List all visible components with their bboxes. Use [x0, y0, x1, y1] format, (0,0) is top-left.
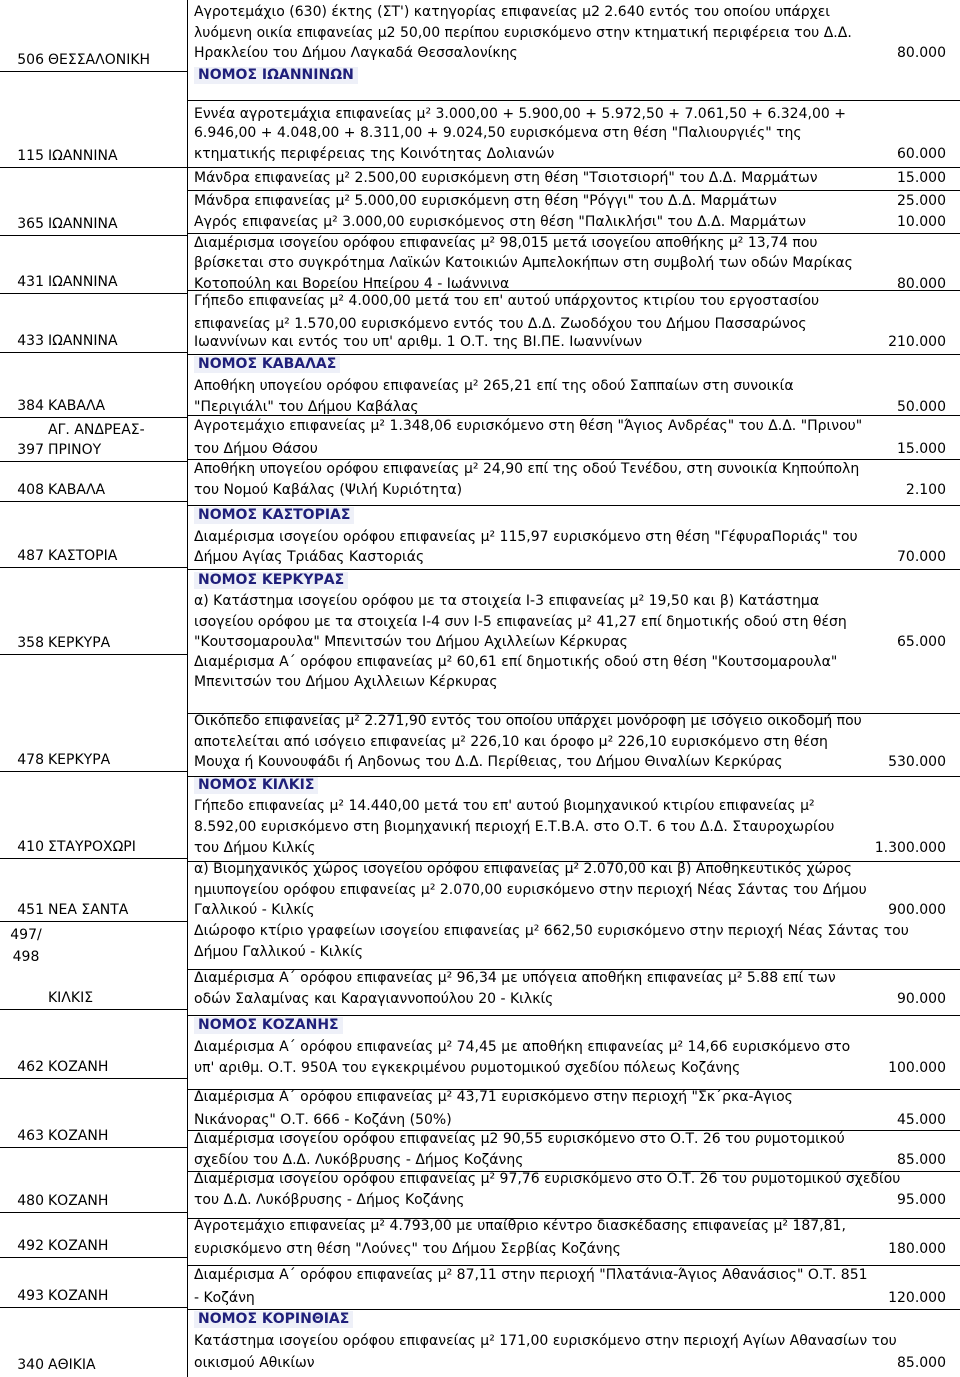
property-description: Νικάνορας" Ο.Τ. 666 - Κοζάνη (50%): [194, 1112, 452, 1128]
description-line: [194, 819, 954, 836]
property-description: Αγροτεμάχιο επιφανείας μ² 4.793,00 με υπαίθριο κέντρο διασκέδασης επιφανείας μ² 187,81,: [194, 1218, 846, 1234]
left-row: [0, 462, 187, 502]
left-row: [0, 168, 187, 236]
property-description: Διαμέρισμα Α΄ ορόφου επιφανείας μ² 74,45 με αποθήκη επιφανείας μ² 14,66 ευρισκόμενο στο: [194, 1039, 851, 1055]
property-description: Δήμου Αγίας Τριάδας Καστοριάς: [194, 549, 425, 565]
row-name: ΚΑΒΑΛΑ: [48, 482, 106, 498]
prefecture-header: ΝΟΜΟΣ ΚΕΡΚΥΡΑΣ: [194, 572, 348, 589]
property-description: "Περιγιάλι" του Δήμου Καβάλας: [194, 399, 419, 415]
description-line: [194, 1218, 954, 1235]
left-column: [0, 0, 188, 1377]
row-divider: [188, 233, 960, 234]
row-name: ΙΩΑΝΝΙΝΑ: [48, 274, 118, 290]
description-line: [194, 1241, 954, 1258]
price-amount: 100.000: [888, 1060, 946, 1076]
left-row: [0, 568, 187, 655]
description-line: [194, 634, 954, 651]
row-name: ΚΕΡΚΥΡΑ: [48, 752, 111, 768]
row-divider: [188, 505, 960, 506]
description-line: [194, 1060, 954, 1077]
property-description: Μπενιτσών του Δήμου Αχιλλειων Κέρκυρας: [194, 674, 498, 690]
row-name: ΙΩΑΝΝΙΝΑ: [48, 148, 118, 164]
left-row: [0, 1010, 187, 1079]
row-name: ΚΑΒΑΛΑ: [48, 398, 106, 414]
description-line: [194, 593, 954, 610]
row-name: ΙΩΑΝΝΙΝΑ: [48, 216, 118, 232]
description-line: [194, 882, 954, 899]
description-line: [194, 4, 954, 21]
row-name: ΝΕΑ ΣΑΝΤΑ: [48, 902, 129, 918]
description-line: [194, 654, 954, 671]
row-name: ΚΑΣΤΟΡΙΑ: [48, 548, 118, 564]
property-description: Οικόπεδο επιφανείας μ² 2.271,90 εντός του οποίου υπάρχει μονόροφη με ισόγειο οικοδομή που: [194, 713, 862, 729]
property-description: Αγρός επιφανείας μ² 3.000,00 ευρισκόμενος στη θέση "Παλικλήσι" του Δ.Δ. Μαρμάτων: [194, 214, 806, 230]
property-description: - Κοζάνη: [194, 1290, 255, 1306]
description-line: [194, 754, 954, 771]
description-line: [194, 798, 954, 815]
row-name: ΚΟΖΑΝΗ: [48, 1288, 109, 1304]
row-divider: [188, 100, 960, 101]
property-description: Διαμέρισμα Α΄ ορόφου επιφανείας μ² 96,34 με υπόγεια αποθήκη επιφανείας μ² 5.88 επί των: [194, 970, 836, 986]
left-row: [0, 502, 187, 568]
row-number: 408: [17, 482, 44, 498]
row-number: 451: [17, 902, 44, 918]
description-line: [194, 1039, 954, 1056]
property-description: υπ' αριθμ. Ο.Τ. 950Α του εγκεκριμένου ρυμοτομικού σχεδίου πόλεως Κοζάνης: [194, 1060, 741, 1076]
description-line: [194, 193, 954, 210]
row-name: ΣΤΑΥΡΟΧΩΡΙ: [48, 839, 136, 855]
price-amount: 80.000: [897, 276, 946, 292]
price-amount: 210.000: [888, 334, 946, 350]
price-amount: 65.000: [897, 634, 946, 650]
description-line: [194, 1171, 954, 1188]
row-name: ΚΙΛΚΙΣ: [48, 990, 94, 1006]
property-description: ημιυπογείου ορόφου επιφανείας μ² 2.070,00 ευρισκόμενο στην περιοχή Νέας Σάντας του Δήμου: [194, 882, 867, 898]
property-description: 8.592,00 ευρισκόμενο στη βιομηχανική περιοχή Ε.Τ.Β.Α. στο Ο.Τ. 6 του Δ.Δ. Σταυροχωρίου: [194, 819, 835, 835]
description-line: [194, 1152, 954, 1169]
property-description: Κατάστημα ισογείου ορόφου επιφανείας μ² 171,00 ευρισκόμενο στην περιοχή Αγίων Αθανασίων του: [194, 1333, 897, 1349]
description-line: [194, 418, 954, 435]
property-description: βρίσκεται στο συγκρότημα Λαϊκών Κατοικιών Αμπελοκήπων στη συμβολή των οδών Μαρίκας: [194, 255, 853, 271]
right-column: [188, 0, 960, 1377]
property-description: "Κουτσομαρουλα" Μπενιτσών του Δήμου Αχιλλείων Κέρκυρας: [194, 634, 628, 650]
description-line: [194, 25, 954, 42]
property-description: του Δήμου Θάσου: [194, 441, 318, 457]
row-name: ΚΟΖΑΝΗ: [48, 1193, 109, 1209]
price-amount: 60.000: [897, 146, 946, 162]
left-row: [0, 859, 187, 922]
property-description: κτηματικής περιφέρειας της Κοινότητας Δολιανών: [194, 146, 555, 162]
row-number: 480: [17, 1193, 44, 1209]
row-number: 462: [17, 1059, 44, 1075]
row-divider: [188, 1265, 960, 1266]
row-number: 340: [17, 1357, 44, 1373]
row-name: ΙΩΑΝΝΙΝΑ: [48, 333, 118, 349]
price-amount: 1.300.000: [874, 840, 946, 856]
property-description: Διαμέρισμα ισογείου ορόφου επιφανείας μ² 97,76 ευρισκόμενο στο Ο.Τ. 26 του ρυμοτομικού σχεδίου: [194, 1171, 901, 1187]
property-description: Γήπεδο επιφανείας μ² 14.440,00 μετά του επ' αυτού βιομηχανικού κτιρίου επιφανείας μ²: [194, 798, 815, 814]
left-row: [0, 1308, 187, 1376]
property-description: Γήπεδο επιφανείας μ² 4.000,00 μετά του επ' αυτού υπάρχοντος κτιρίου του εργοστασίου: [194, 293, 820, 309]
price-amount: 25.000: [897, 193, 946, 209]
price-amount: 80.000: [897, 45, 946, 61]
price-amount: 85.000: [897, 1152, 946, 1168]
description-line: [194, 923, 954, 940]
property-description: Διαμέρισμα ισογείου ορόφου επιφανείας μ2 90,55 ευρισκόμενο στο Ο.Τ. 26 του ρυμοτομικού: [194, 1131, 845, 1147]
property-description: Ιωαννίνων και εντός του υπ' αριθμ. 1 Ο.Τ. της ΒΙ.ΠΕ. Ιωαννίνων: [194, 334, 643, 350]
row-number: 115: [17, 148, 44, 164]
property-description: Αποθήκη υπογείου ορόφου επιφανείας μ² 24,90 επί της οδού Τενέδου, στη συνοικία Κηπούπολη: [194, 461, 860, 477]
property-description: αποτελείται από ισόγειο επιφανείας μ² 226,10 και όροφο μ² 226,10 ευρισκόμενο στη θέση: [194, 734, 828, 750]
description-line: [194, 549, 954, 566]
description-line: [194, 399, 954, 416]
description-line: [194, 1267, 954, 1284]
row-number: 506: [17, 52, 44, 68]
property-description: λυόμενη οικία επιφανείας μ2 50,00 περίπου ευρισκόμενο στην κτηματική περιφέρεια του Δ.Δ.: [194, 25, 852, 41]
property-description: Μάνδρα επιφανείας μ² 2.500,00 ευρισκόμενη στη θέση "Τσιοτσιορή" του Δ.Δ. Μαρμάτων: [194, 170, 818, 186]
property-description: α) Βιομηχανικός χώρος ισογείου ορόφου επιφανείας μ² 2.070,00 και β) Αποθηκευτικός χώρος: [194, 861, 852, 877]
property-description: Διώροφο κτίριο γραφείων ισογείου επιφανείας μ² 662,50 ευρισκόμενο στην περιοχή Νέας Σάντας του: [194, 923, 909, 939]
property-description: Αγροτεμάχιο επιφανείας μ² 1.348,06 ευρισκόμενο στη θέση "Άγιος Ανδρέας" του Δ.Δ. "Πρινου": [194, 418, 863, 434]
row-name-top: ΑΓ. ΑΝΔΡΕΑΣ-: [48, 422, 145, 438]
property-description: Μάνδρα επιφανείας μ² 5.000,00 ευρισκόμενη στη θέση "Ρόγγι" του Δ.Δ. Μαρμάτων: [194, 193, 777, 209]
row-number: 384: [17, 398, 44, 414]
row-name: ΠΡΙΝΟΥ: [48, 442, 102, 458]
property-description: σχεδίου του Δ.Δ. Λυκόβρυσης - Δήμος Κοζάνης: [194, 1152, 524, 1168]
property-description: Μουχα ή Κουνουφάδι ή Αηδονως του Δ.Δ. Περίθειας, του Δήμου Θιναλίων Κερκύρας: [194, 754, 783, 770]
property-description: Εννέα αγροτεμάχια επιφανείας μ² 3.000,00 + 5.900,00 + 5.972,50 + 7.061,50 + 6.324,00 +: [194, 106, 846, 122]
price-amount: 85.000: [897, 1355, 946, 1371]
property-description: ισογείου ορόφου με τα στοιχεία Ι-4 συν Ι-5 επιφανείας μ² 41,27 επί δημοτικής οδού στη θέση: [194, 614, 847, 630]
description-line: [194, 674, 954, 691]
row-number: 431: [17, 274, 44, 290]
row-number: 365: [17, 216, 44, 232]
left-row: [0, 1148, 187, 1213]
row-number: 478: [17, 752, 44, 768]
property-description: Δήμου Γαλλικού - Κιλκίς: [194, 944, 364, 960]
description-line: [194, 378, 954, 395]
price-amount: 10.000: [897, 214, 946, 230]
description-line: [194, 902, 954, 919]
row-number: 493: [17, 1288, 44, 1304]
property-description: Διαμέρισμα Α΄ ορόφου επιφανείας μ² 87,11 στην περιοχή "Πλατάνια-Άγιος Αθανάσιος" Ο.Τ. 851: [194, 1267, 868, 1283]
property-description: Διαμέρισμα Α΄ ορόφου επιφανείας μ² 43,71 ευρισκόμενο στην περιοχή "Σκ΄ρκα-Αγιος: [194, 1089, 793, 1105]
left-row: [0, 294, 187, 353]
description-line: [194, 1290, 954, 1307]
description-line: [194, 255, 954, 272]
row-name: ΑΘΙΚΙΑ: [48, 1357, 96, 1373]
row-name: ΚΟΖΑΝΗ: [48, 1059, 109, 1075]
price-amount: 180.000: [888, 1241, 946, 1257]
description-line: [194, 1112, 954, 1129]
description-line: [194, 316, 954, 333]
price-amount: 50.000: [897, 399, 946, 415]
property-description: 6.946,00 + 4.048,00 + 8.311,00 + 9.024,50 ευρισκόμενα στη θέση "Παλιουργιές" της: [194, 125, 802, 141]
description-line: [194, 1333, 954, 1350]
price-amount: 15.000: [897, 441, 946, 457]
row-number: 358: [17, 635, 44, 651]
prefecture-header: ΝΟΜΟΣ ΚΑΒΑΛΑΣ: [194, 356, 340, 373]
description-line: [194, 713, 954, 730]
description-line: [194, 482, 954, 499]
property-description: Διαμέρισμα ισογείου ορόφου επιφανείας μ² 115,97 ευρισκόμενο στη θέση "ΓέφυραΠοριάς" του: [194, 529, 858, 545]
left-row: [0, 353, 187, 418]
description-line: [194, 214, 954, 231]
description-line: [194, 235, 954, 252]
left-row: [0, 655, 187, 772]
left-row: [0, 1079, 187, 1148]
description-line: [194, 1131, 954, 1148]
property-description: α) Κατάστημα ισογείου ορόφου με τα στοιχεία Ι-3 επιφανείας μ² 19,50 και β) Κατάστημα: [194, 593, 820, 609]
description-line: [194, 441, 954, 458]
prefecture-header: ΝΟΜΟΣ ΚΟΖΑΝΗΣ: [194, 1017, 343, 1034]
property-description: Διαμέρισμα ισογείου ορόφου επιφανείας μ² 98,015 μετά ισογείου αποθήκης μ² 13,74 που: [194, 235, 818, 251]
description-line: [194, 293, 954, 310]
row-number: 492: [17, 1238, 44, 1254]
left-row: [0, 1213, 187, 1258]
property-description: Διαμέρισμα Α΄ ορόφου επιφανείας μ² 60,61 επί δημοτικής οδού στη θέση "Κουτσομαρουλα": [194, 654, 838, 670]
property-description: Αποθήκη υπογείου ορόφου επιφανείας μ² 265,21 επί της οδού Σαππαίων στη συνοικία: [194, 378, 794, 394]
description-line: [194, 170, 954, 187]
row-divider: [188, 1015, 960, 1016]
property-description: επιφανείας μ² 1.570,00 ευρισκόμενο εντός του Δ.Δ. Ζωοδόχου του Δήμου Πασσαρώνος: [194, 316, 807, 332]
row-number: 463: [17, 1128, 44, 1144]
description-line: [194, 614, 954, 631]
row-divider: [188, 459, 960, 460]
row-number: 497/ 498: [10, 927, 42, 965]
description-line: [194, 970, 954, 987]
row-divider: [188, 354, 960, 355]
description-line: [194, 529, 954, 546]
description-line: [194, 861, 954, 878]
price-amount: 90.000: [897, 991, 946, 1007]
description-line: [194, 45, 954, 62]
price-amount: 95.000: [897, 1192, 946, 1208]
price-amount: 70.000: [897, 549, 946, 565]
left-row: [0, 236, 187, 294]
property-description: Αγροτεμάχιο (630) έκτης (ΣΤ') κατηγορίας επιφανείας μ2 2.640 εντός του οποίου υπάρχει: [194, 4, 830, 20]
row-divider: [188, 1309, 960, 1310]
description-line: [194, 461, 954, 478]
description-line: [194, 944, 954, 961]
prefecture-header: ΝΟΜΟΣ ΚΑΣΤΟΡΙΑΣ: [194, 507, 354, 524]
prefecture-header: ΝΟΜΟΣ ΙΩΑΝΝΙΝΩΝ: [194, 67, 358, 84]
left-row: [0, 418, 187, 462]
price-amount: 2.100: [905, 482, 946, 498]
row-number: 487: [17, 548, 44, 564]
description-line: [194, 1089, 954, 1106]
description-line: [194, 125, 954, 142]
row-divider: [188, 190, 960, 191]
row-divider: [188, 569, 960, 570]
left-row: [0, 0, 187, 72]
property-description: του Δήμου Κιλκίς: [194, 840, 316, 856]
description-line: [194, 146, 954, 163]
left-row: [0, 1258, 187, 1308]
price-amount: 900.000: [888, 902, 946, 918]
description-line: [194, 734, 954, 751]
price-amount: 15.000: [897, 170, 946, 186]
property-description: του Δ.Δ. Λυκόβρυσης - Δήμος Κοζάνης: [194, 1192, 465, 1208]
description-line: [194, 1355, 954, 1372]
property-description: οικισμού Αθικίων: [194, 1355, 315, 1371]
row-name: ΘΕΣΣΑΛΟΝΙΚΗ: [48, 52, 151, 68]
description-line: [194, 334, 954, 351]
description-line: [194, 1192, 954, 1209]
row-divider: [188, 167, 960, 168]
row-name: ΚΕΡΚΥΡΑ: [48, 635, 111, 651]
row-number: 410: [17, 839, 44, 855]
prefecture-header: ΝΟΜΟΣ ΚΙΛΚΙΣ: [194, 777, 318, 794]
property-description: ευρισκόμενο στη θέση "Λούνες" του Δήμου Σερβίας Κοζάνης: [194, 1241, 621, 1257]
left-row: [0, 72, 187, 168]
row-name: ΚΟΖΑΝΗ: [48, 1128, 109, 1144]
prefecture-header: ΝΟΜΟΣ ΚΟΡΙΝΘΙΑΣ: [194, 1311, 353, 1328]
description-line: [194, 276, 954, 293]
price-amount: 530.000: [888, 754, 946, 770]
price-amount: 120.000: [888, 1290, 946, 1306]
left-row: [0, 772, 187, 859]
property-description: Ηρακλείου του Δήμου Λαγκαδά Θεσσαλονίκης: [194, 45, 518, 61]
row-name: ΚΟΖΑΝΗ: [48, 1238, 109, 1254]
property-description: του Νομού Καβάλας (Ψιλή Κυριότητα): [194, 482, 463, 498]
property-description: Κοτοπούλη και Βορείου Ηπείρου 4 - Ιωάννινα: [194, 276, 510, 292]
row-number: 397: [17, 442, 44, 458]
property-description: οδών Σαλαμίνας και Καραγιαννοπούλου 20 - Κιλκίς: [194, 991, 554, 1007]
description-line: [194, 106, 954, 123]
description-line: [194, 991, 954, 1008]
left-row: [0, 922, 187, 1010]
description-line: [194, 840, 954, 857]
price-amount: 45.000: [897, 1112, 946, 1128]
property-description: Γαλλικού - Κιλκίς: [194, 902, 315, 918]
row-number: 433: [17, 333, 44, 349]
